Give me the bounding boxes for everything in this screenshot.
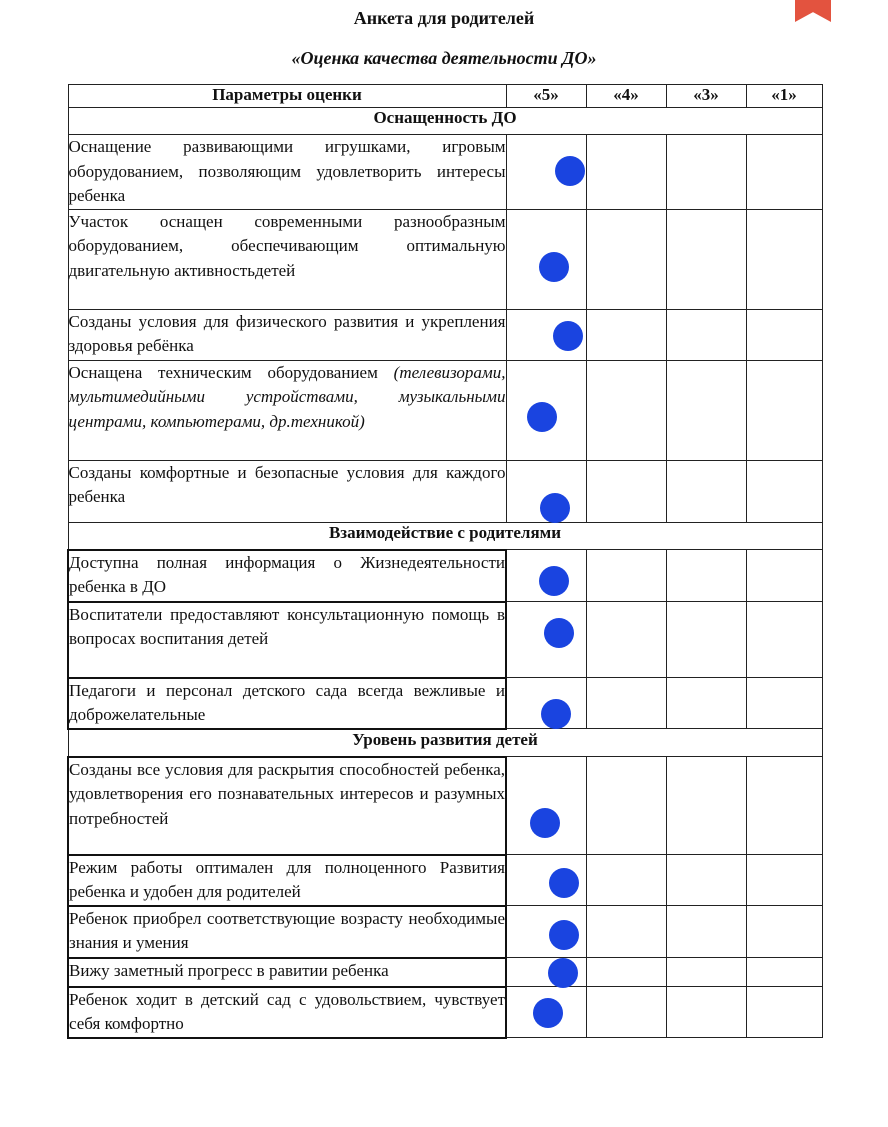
section-title-parents: Взаимодействие с родителями	[68, 522, 822, 550]
row-text: Участок оснащен современными разнообразным оборудованием, обеспечивающим оптимальную двигательную активностьдетей	[68, 209, 506, 309]
row-text: Ребенок ходит в детский сад с удовольствием, чувствует себя комфортно	[68, 987, 506, 1038]
row-text: Воспитатели предоставляют консультационную помощь в вопросах воспитания детей	[68, 602, 506, 678]
rating-cell-5[interactable]	[506, 360, 586, 460]
filled-circle-mark	[530, 808, 560, 838]
rating-cell-1[interactable]	[746, 209, 822, 309]
table-row	[68, 550, 822, 602]
filled-circle-mark	[548, 958, 578, 988]
table-header-row	[68, 85, 822, 108]
row-text: Вижу заметный прогресс в равитии ребенка	[68, 958, 506, 987]
rating-cell-1[interactable]	[746, 757, 822, 855]
section-title-development: Уровень развития детей	[68, 729, 822, 757]
table-row	[68, 135, 822, 210]
rating-cell-1[interactable]	[746, 360, 822, 460]
table-row	[68, 360, 822, 460]
filled-circle-mark	[555, 156, 585, 186]
rating-cell-5[interactable]	[506, 855, 586, 906]
rating-cell-5[interactable]	[506, 135, 586, 210]
rating-cell-3[interactable]	[666, 757, 746, 855]
rating-cell-4[interactable]	[586, 757, 666, 855]
row-text: Педагоги и персонал детского сада всегда вежливые и доброжелательные	[68, 678, 506, 729]
filled-circle-mark	[539, 252, 569, 282]
row-text: Созданы условия для физического развития и укрепления здоровья ребёнка	[68, 309, 506, 360]
filled-circle-mark	[549, 920, 579, 950]
table-row	[68, 678, 822, 729]
table-row	[68, 460, 822, 522]
rating-cell-1[interactable]	[746, 550, 822, 602]
rating-cell-4[interactable]	[586, 360, 666, 460]
rating-cell-3[interactable]	[666, 958, 746, 987]
table-row	[68, 958, 822, 987]
rating-cell-1[interactable]	[746, 135, 822, 210]
column-header-4: «4»	[586, 85, 666, 108]
column-header-parameters: Параметры оценки	[68, 85, 506, 108]
rating-cell-5[interactable]	[506, 460, 586, 522]
rating-cell-1[interactable]	[746, 678, 822, 729]
rating-cell-4[interactable]	[586, 209, 666, 309]
rating-cell-1[interactable]	[746, 309, 822, 360]
rating-cell-1[interactable]	[746, 987, 822, 1038]
column-header-3: «3»	[666, 85, 746, 108]
column-header-5: «5»	[506, 85, 586, 108]
table-row	[68, 209, 822, 309]
rating-cell-5[interactable]	[506, 987, 586, 1038]
filled-circle-mark	[544, 618, 574, 648]
rating-cell-5[interactable]	[506, 209, 586, 309]
row-text: Созданы комфортные и безопасные условия для каждого ребенка	[68, 460, 506, 522]
rating-cell-1[interactable]	[746, 906, 822, 958]
rating-cell-1[interactable]	[746, 460, 822, 522]
rating-cell-3[interactable]	[666, 987, 746, 1038]
filled-circle-mark	[527, 402, 557, 432]
section-row	[68, 729, 822, 757]
rating-cell-4[interactable]	[586, 135, 666, 210]
row-text	[68, 360, 506, 460]
rating-cell-4[interactable]	[586, 602, 666, 678]
table-row	[68, 602, 822, 678]
rating-cell-3[interactable]	[666, 309, 746, 360]
filled-circle-mark	[541, 699, 571, 729]
rating-cell-4[interactable]	[586, 460, 666, 522]
rating-cell-1[interactable]	[746, 855, 822, 906]
filled-circle-mark	[553, 321, 583, 351]
rating-cell-1[interactable]	[746, 602, 822, 678]
rating-cell-5[interactable]	[506, 757, 586, 855]
rating-cell-4[interactable]	[586, 958, 666, 987]
table-row	[68, 855, 822, 906]
row-text: Ребенок приобрел соответствующие возрасту необходимые знания и умения	[68, 906, 506, 958]
row-text-detail: (телевизорами, мультимедийными устройствами, музыкальными центрами, компьютерами, др.техникой)	[68, 362, 506, 431]
rating-cell-5[interactable]	[506, 550, 586, 602]
section-row	[68, 108, 822, 135]
rating-cell-3[interactable]	[666, 209, 746, 309]
rating-cell-4[interactable]	[586, 678, 666, 729]
row-text: Режим работы оптимален для полноценного Развития ребенка и удобен для родителей	[68, 855, 506, 906]
table-row	[68, 987, 822, 1038]
rating-cell-3[interactable]	[666, 360, 746, 460]
row-text: Оснащение развивающими игрушками, игровым оборудованием, позволяющим удовлетворить интересы ребенка	[68, 135, 506, 210]
rating-cell-3[interactable]	[666, 906, 746, 958]
rating-cell-3[interactable]	[666, 855, 746, 906]
rating-cell-3[interactable]	[666, 460, 746, 522]
rating-cell-3[interactable]	[666, 678, 746, 729]
document-subtitle: «Оценка качества деятельности ДО»	[291, 48, 597, 68]
rating-cell-4[interactable]	[586, 987, 666, 1038]
filled-circle-mark	[540, 493, 570, 523]
rating-cell-5[interactable]	[506, 958, 586, 987]
survey-table	[67, 84, 823, 1039]
row-text: Доступна полная информация о Жизнедеятельности ребенка в ДО	[68, 550, 506, 602]
filled-circle-mark	[549, 868, 579, 898]
table-row	[68, 757, 822, 855]
rating-cell-3[interactable]	[666, 550, 746, 602]
filled-circle-mark	[539, 566, 569, 596]
rating-cell-1[interactable]	[746, 958, 822, 987]
column-header-1: «1»	[746, 85, 822, 108]
rating-cell-3[interactable]	[666, 602, 746, 678]
rating-cell-3[interactable]	[666, 135, 746, 210]
rating-cell-5[interactable]	[506, 678, 586, 729]
rating-cell-4[interactable]	[586, 309, 666, 360]
row-text: Созданы все условия для раскрытия способностей ребенка, удовлетворения его познавательных интересов и разумных потребностей	[68, 757, 506, 855]
table-row	[68, 906, 822, 958]
rating-cell-4[interactable]	[586, 550, 666, 602]
row-text-main: Оснащена техническим оборудованием	[68, 362, 378, 382]
filled-circle-mark	[533, 998, 563, 1028]
rating-cell-5[interactable]	[506, 602, 586, 678]
rating-cell-5[interactable]	[506, 906, 586, 958]
table-row	[68, 309, 822, 360]
rating-cell-5[interactable]	[506, 309, 586, 360]
document-title: Анкета для родителей	[353, 8, 535, 28]
rating-cell-4[interactable]	[586, 855, 666, 906]
section-title-equipment: Оснащенность ДО	[68, 108, 822, 135]
section-row	[68, 522, 822, 550]
rating-cell-4[interactable]	[586, 906, 666, 958]
